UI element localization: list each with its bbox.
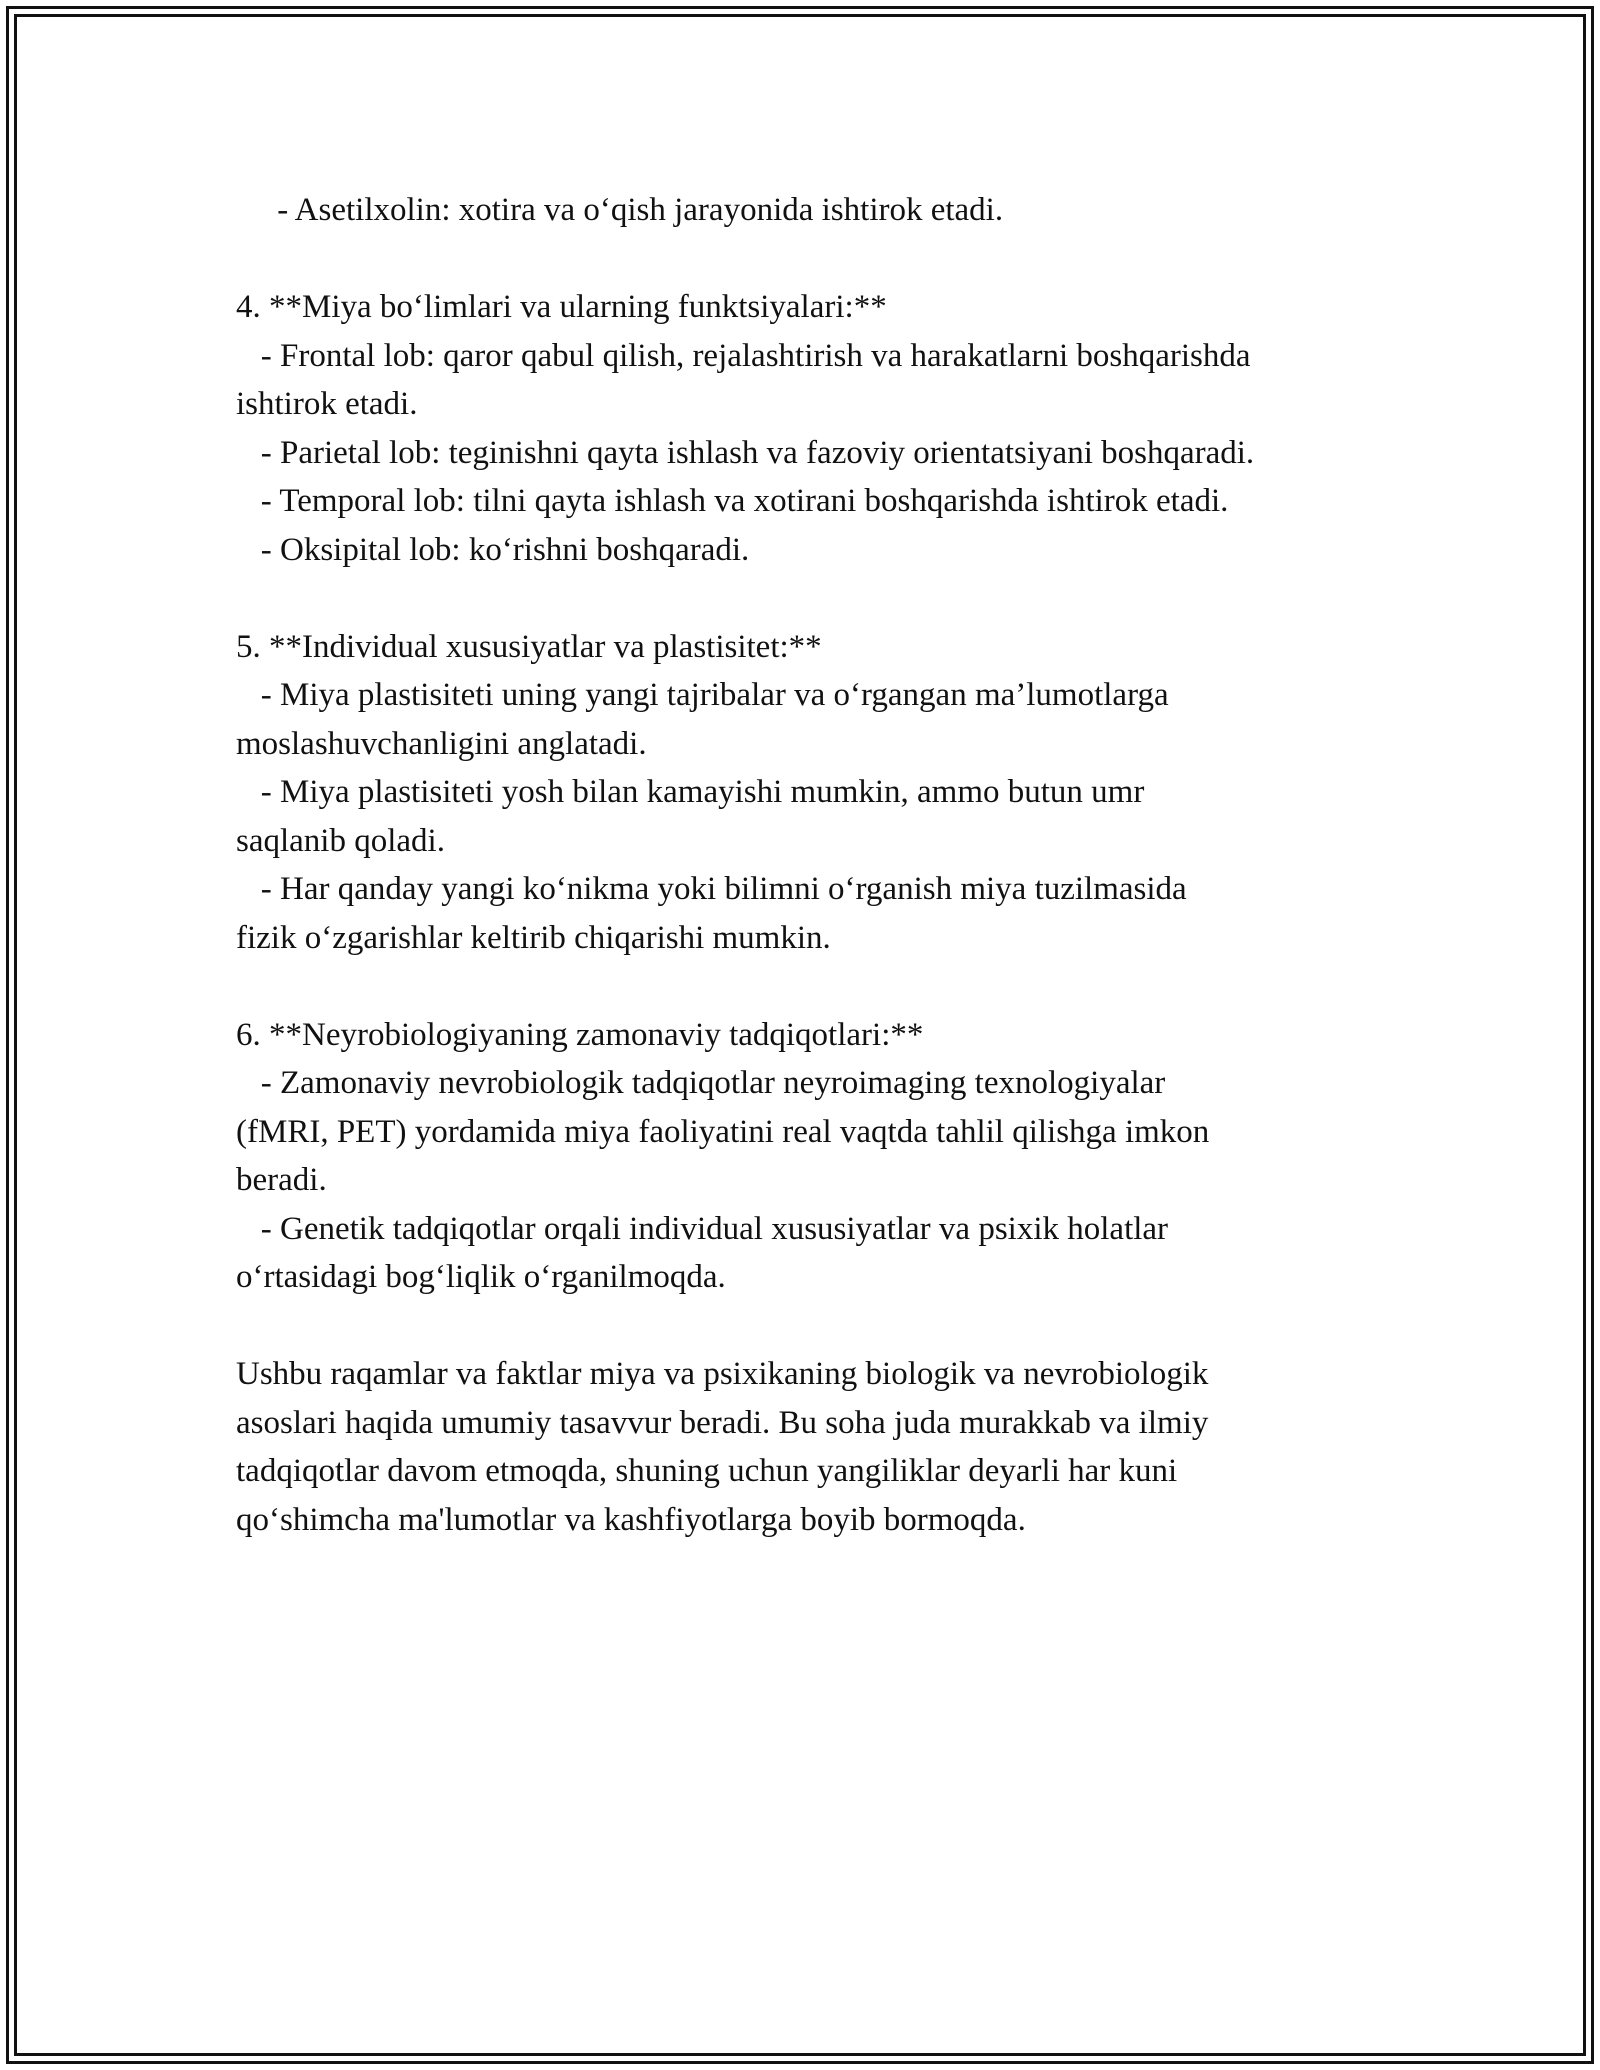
blank-line bbox=[236, 235, 1376, 284]
text-line: - Miya plastisiteti uning yangi tajribalar va o‘rgangan ma’lumotlarga bbox=[236, 677, 1169, 713]
text-line: - Frontal lob: qaror qabul qilish, rejalashtirish va harakatlarni boshqarishda bbox=[236, 337, 1251, 374]
text-line: - Har qanday yangi ko‘nikma yoki bilimni o‘rganish miya tuzilmasida bbox=[236, 871, 1187, 907]
section-heading: 4. **Miya bo‘limlari va ularning funktsiyalari:** bbox=[236, 289, 887, 325]
text-line: - Genetik tadqiqotlar orqali individual xususiyatlar va psixik holatlar bbox=[236, 1210, 1169, 1247]
conclusion-line: Ushbu raqamlar va faktlar miya va psixikaning biologik va nevrobiologik bbox=[236, 1356, 1209, 1392]
text-line: o‘rtasidagi bog‘liqlik o‘rganilmoqda. bbox=[236, 1259, 726, 1295]
blank-line bbox=[236, 962, 1376, 1011]
text-line: ishtirok etadi. bbox=[236, 386, 418, 422]
text-line: - Temporal lob: tilni qayta ishlash va xotirani boshqarishda ishtirok etadi. bbox=[236, 483, 1229, 519]
blank-line bbox=[236, 1302, 1376, 1351]
document-body bbox=[236, 186, 1376, 1544]
text-line: (fMRI, PET) yordamida miya faoliyatini real vaqtda tahlil qilishga imkon bbox=[236, 1113, 1210, 1150]
text-line: - Zamonaviy nevrobiologik tadqiqotlar neyroimaging texnologiyalar bbox=[236, 1065, 1166, 1101]
text-line: - Miya plastisiteti yosh bilan kamayishi mumkin, ammo butun umr bbox=[236, 774, 1145, 810]
text-line: - Oksipital lob: ko‘rishni boshqaradi. bbox=[236, 531, 750, 568]
section-heading: 6. **Neyrobiologiyaning zamonaviy tadqiqotlari:** bbox=[236, 1016, 924, 1053]
conclusion-line: asoslari haqida umumiy tasavvur beradi. Bu soha juda murakkab va ilmiy bbox=[236, 1404, 1209, 1441]
blank-line bbox=[236, 574, 1376, 623]
section-heading: 5. **Individual xususiyatlar va plastisitet:** bbox=[236, 628, 822, 665]
text-line: - Asetilxolin: xotira va o‘qish jarayonida ishtirok etadi. bbox=[236, 192, 1004, 228]
conclusion-line: qo‘shimcha ma'lumotlar va kashfiyotlarga boyib bormoqda. bbox=[236, 1501, 1026, 1538]
text-line: moslashuvchanligini anglatadi. bbox=[236, 725, 647, 762]
text-line: saqlanib qoladi. bbox=[236, 822, 445, 859]
conclusion-line: tadqiqotlar davom etmoqda, shuning uchun yangiliklar deyarli har kuni bbox=[236, 1453, 1178, 1489]
text-line: fizik o‘zgarishlar keltirib chiqarishi mumkin. bbox=[236, 919, 831, 956]
text-line: beradi. bbox=[236, 1162, 327, 1198]
text-line: - Parietal lob: teginishni qayta ishlash va fazoviy orientatsiyani boshqaradi. bbox=[236, 434, 1255, 471]
